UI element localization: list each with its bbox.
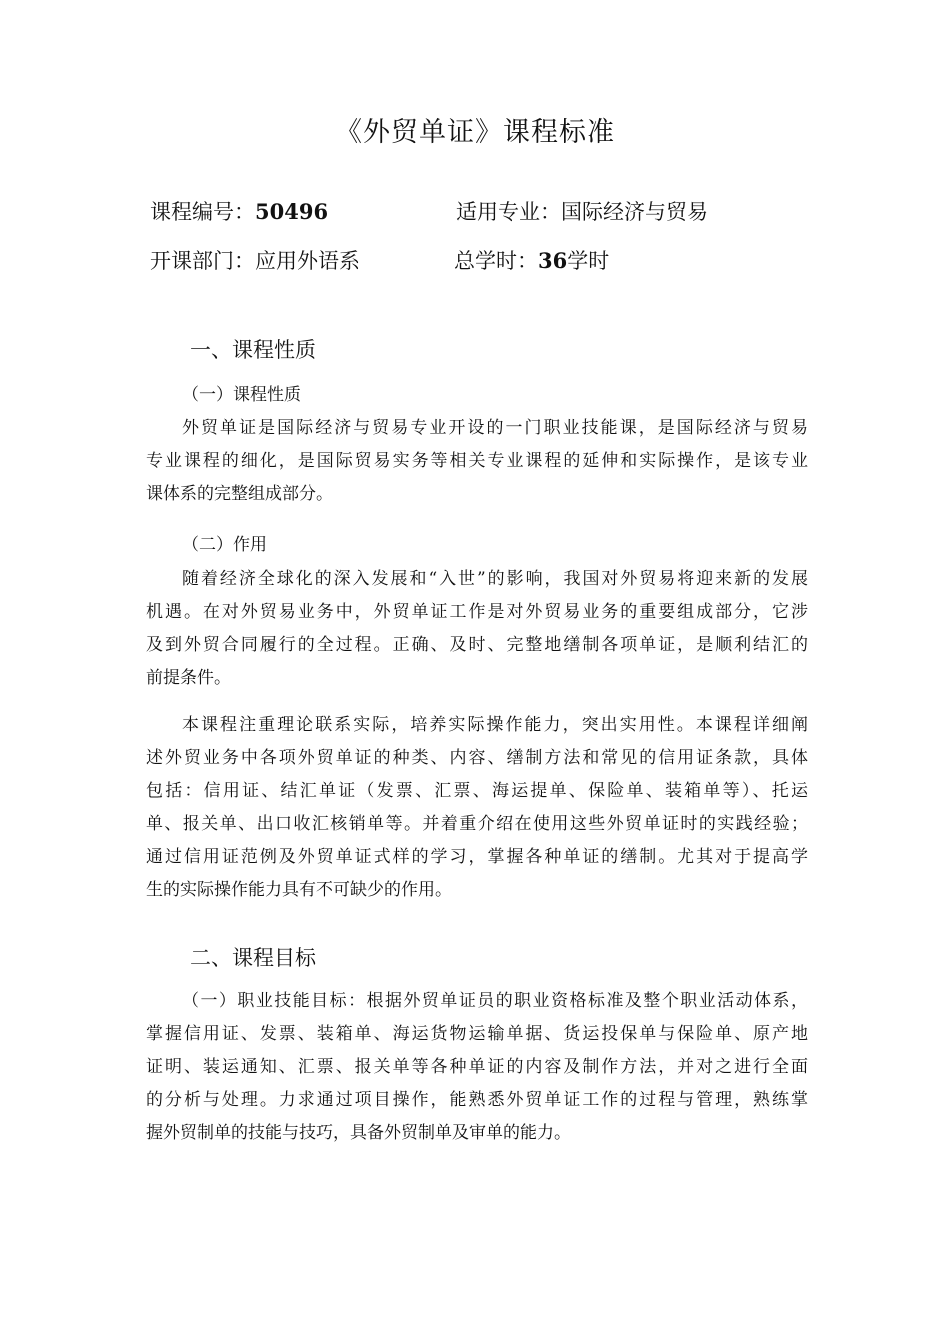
section-1-sub-1-heading: （一）课程性质 [182, 385, 301, 405]
paragraph-course-content [146, 709, 808, 907]
hours-value: 36 [538, 248, 568, 273]
applicable-major [456, 196, 708, 226]
paragraph-course-nature [146, 412, 808, 511]
hours-label: 总学时： [454, 249, 538, 273]
paragraph-line: 外贸单证是国际经济与贸易专业开设的一门职业技能课，是国际经济与贸易 [182, 418, 808, 438]
paragraph-line: 专业课程的细化，是国际贸易实务等相关专业课程的延伸和实际操作，是该专业 [146, 451, 808, 471]
hours-unit: 学时 [567, 249, 610, 273]
section-1-sub-2-heading: （二）作用 [182, 535, 267, 555]
paragraph-line: 掌握信用证、发票、装箱单、海运货物运输单据、货运投保单与保险单、原产地 [146, 1024, 808, 1044]
paragraph-line: 本课程注重理论联系实际，培养实际操作能力，突出实用性。本课程详细阐 [182, 715, 808, 735]
total-hours [454, 245, 609, 275]
course-code-label: 课程编号： [150, 200, 255, 224]
paragraph-line: 及到外贸合同履行的全过程。正确、及时、完整地缮制各项单证，是顺利结汇的 [146, 635, 808, 655]
section-1-heading: 一、课程性质 [190, 338, 316, 362]
paragraph-role [146, 563, 808, 695]
paragraph-line: 前提条件。 [146, 668, 231, 688]
course-code-value: 50496 [255, 199, 329, 224]
paragraph-line: 述外贸业务中各项外贸单证的种类、内容、缮制方法和常见的信用证条款，具体 [146, 748, 808, 768]
section-2-heading: 二、课程目标 [190, 946, 316, 970]
paragraph-line: 握外贸制单的技能与技巧，具备外贸制单及审单的能力。 [146, 1123, 571, 1143]
department [150, 245, 360, 275]
paragraph-line: 包括：信用证、结汇单证（发票、汇票、海运提单、保险单、装箱单等）、托运 [146, 781, 808, 801]
paragraph-line: 证明、装运通知、汇票、报关单等各种单证的内容及制作方法，并对之进行全面 [146, 1057, 808, 1077]
paragraph-line: 机遇。在对外贸易业务中，外贸单证工作是对外贸易业务的重要组成部分，它涉 [146, 602, 808, 622]
dept-value: 应用外语系 [255, 249, 360, 273]
paragraph-line: 生的实际操作能力具有不可缺少的作用。 [146, 880, 452, 900]
document-title: 《外贸单证》课程标准 [335, 117, 615, 148]
major-label: 适用专业： [456, 200, 561, 224]
paragraph-line: （一）职业技能目标：根据外贸单证员的职业资格标准及整个职业活动体系， [182, 991, 808, 1011]
paragraph-line: 通过信用证范例及外贸单证式样的学习，掌握各种单证的缮制。尤其对于提高学 [146, 847, 808, 867]
course-code [150, 196, 328, 226]
paragraph-line: 单、报关单、出口收汇核销单等。并着重介绍在使用这些外贸单证时的实践经验； [146, 814, 808, 834]
paragraph-line: 课体系的完整组成部分。 [146, 484, 333, 504]
paragraph-line: 的分析与处理。力求通过项目操作，能熟悉外贸单证工作的过程与管理，熟练掌 [146, 1090, 808, 1110]
paragraph-skill-goals [146, 985, 808, 1150]
dept-label: 开课部门： [150, 249, 255, 273]
major-value: 国际经济与贸易 [561, 200, 708, 224]
paragraph-line: 随着经济全球化的深入发展和“入世”的影响，我国对外贸易将迎来新的发展 [182, 569, 808, 589]
